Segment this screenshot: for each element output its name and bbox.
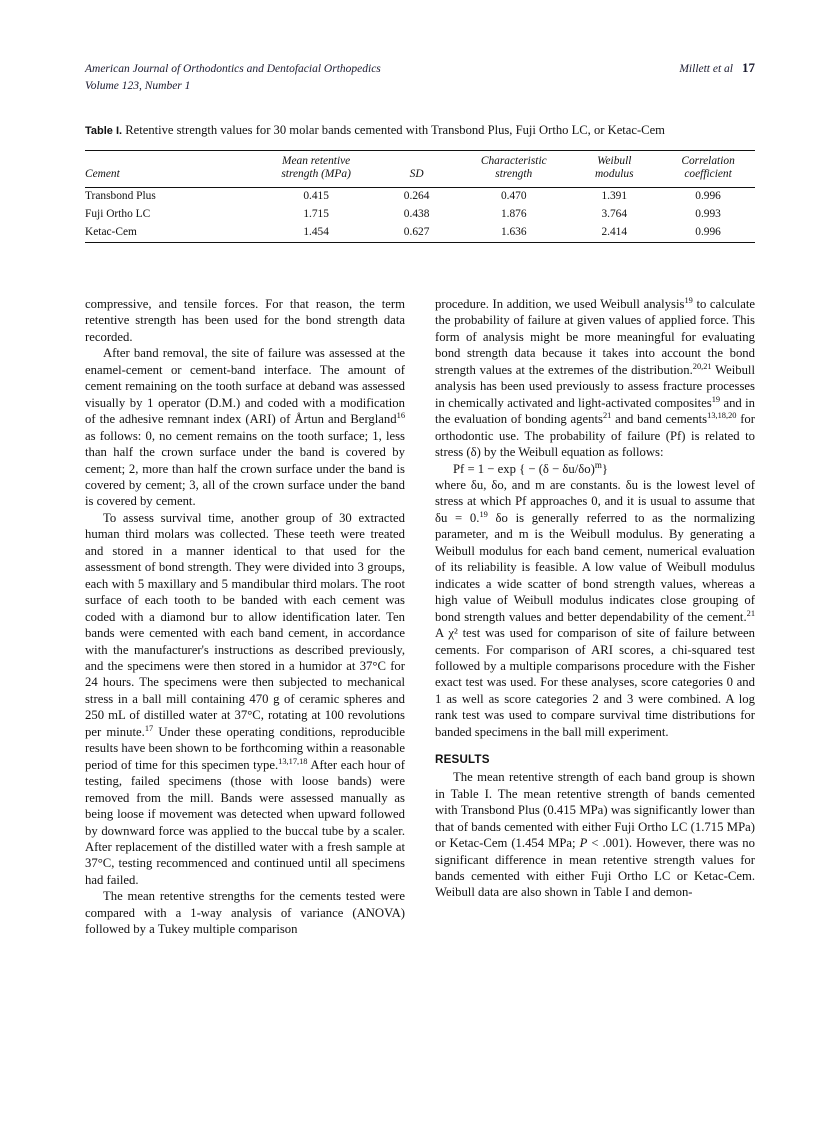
table-rule-bottom [85,242,755,243]
running-head-authors: Millett et al [679,63,733,75]
cell-sd: 0.438 [403,208,430,220]
table-header-row [85,151,755,188]
column-header-cement: Cement [85,151,259,188]
cell-correlation-coefficient: 0.993 [695,208,721,220]
cell-sd: 0.264 [403,190,430,202]
cell-mean-retentive-strength: 0.415 [303,190,329,202]
cell-weibull-modulus: 1.391 [601,190,628,202]
running-head-journal: American Journal of Orthodontics and Dentofacial Orthopedics [85,63,381,75]
cell-characteristic-strength: 0.470 [500,190,527,202]
paragraph: where δu, δo, and m are constants. δu is the lowest level of stress at which Pf approaches 0, and it is usual to assume that δu = 0.19 δo is generally referred to as the normalizing parameter, and m is the Weibull modulus. By generating a Weibull modulus for each band cement, numerical evaluation of its reliability is feasible. A low value of Weibull modulus indicates a wide scatter of bond strength values, whereas a high value of Weibull modulus indicates close grouping of bond strength values and better dependability of the cement.$^{21}$ A χ² test was used for comparison of site of failure between cements. For comparison of ARI scores, a chi-squared test followed by a multiple comparisons procedure with the Fisher exact test was used. For these analyses, score categories 0 and 1 as well as score categories 2 and 3 were combined. A log rank test was used to compare survival time distributions for banded specimens in the ball mill experiment. [435,477,755,739]
cell-weibull-modulus: 2.414 [601,226,628,238]
footnote-ref: 19 [479,509,488,519]
cell-correlation-coefficient: 0.996 [695,190,721,202]
paragraph: procedure. In addition, we used Weibull analysis$^{19}$ to calculate the probability of failure at given values of applied force. This form of analysis might be more meaningful for evaluating bond strength data because it takes into account the bond strength values at the extremes of the distribution.$^{20,21}$ Weibull analysis has been used previously to assess fracture processes in chemically activated and light-activated composites$^{19}$ and in the evaluation of bonding agents$^{21}$ and band cements$^{13,18,20}$ for orthodontic use. The probability of failure (Pf) is related to stress (δ) by the Weibull equation as follows: [435,295,755,460]
cell-cement: Ketac-Cem [85,226,137,238]
right-column [435,296,755,938]
table-caption-text: Retentive strength values for 30 molar bands cemented with Transbond Plus, Fuji Ortho LC, or Ketac-Cem [125,123,665,137]
footnote-ref: 21 [746,608,755,618]
column-header-correlation-coefficient: Correlation coefficient [661,151,755,188]
footnote-ref: 19 [684,295,693,305]
weibull-equation: Pf = 1 − exp { − $(\delta - \delta u/\delta o)^m$} [453,459,608,476]
table-block [85,122,755,243]
paragraph: The mean retentive strength of each band group is shown in Table I. The mean retentive strength of bands cemented with Transbond Plus (0.415 MPa) was significantly lower than that of bands cemented with either Fuji Ortho LC (1.715 MPa) or Ketac-Cem (1.454 MPa; P < .001). However, there was no significant difference in mean retentive strength values for bands cemented with either Fuji Ortho LC or Ketac-Cem. Weibull data are also shown in Table I and demon- [435,770,755,900]
column-header-sd: SD [373,151,460,188]
left-column [85,296,405,938]
paragraph: To assess survival time, another group of 30 extracted human third molars was collected. These teeth were treated and stored in a manner identical to that used for the assessment of bond strength. They were divided into 3 groups, each with 5 maxillary and 5 mandibular third molars. The root surface of each tooth to be banded with each cement was coded with a diamond bur to allow identification later. Ten bands were cemented with each band cement, in accordance with the manufacturer's instructions as described previously, and the specimens were then stored in a humidor at 37°C for 24 hours. The specimens were then subjected to mechanical stress in a ball mill containing 470 g of ceramic spheres and 250 mL of distilled water at 37°C, rotating at 100 revolutions per minute.$^{17}$ Under these operating conditions, reproducible results have been shown to be forthcoming within a reasonable period of time for this specimen type.$^{13,17,18}$ After each hour of testing, failed specimens (those with loose bands) were removed from the mill. Bands were assessed manually as being loose if movement was detected when upward followed by downward force was applied to the buccal tube by a scaler. After replacement of the distilled water with a fresh sample at 37°C, testing recommenced and continued until all specimens had failed. [85,510,405,887]
equation-exponent: m [594,459,602,470]
cell-cement: Transbond Plus [85,190,156,202]
footnote-ref: 21 [602,410,612,420]
running-head [85,60,755,94]
column-header-characteristic-strength: Characteristic strength [460,151,567,188]
cell-sd: 0.627 [403,226,430,238]
p-value-symbol: P [579,836,588,851]
paragraph: After band removal, the site of failure was assessed at the enamel-cement or cement-band interface. The amount of cement remaining on the tooth surface at deband was assessed visually by 1 operator (D.M.) and coded with a modification of the adhesive remnant index (ARI) of Årtun and Bergland$^{16}$ as follows: 0, no cement remains on the tooth surface; 1, less than half the crown surface under the band is covered by cement; 2, more than half the crown surface under the band is covered by cement; 3, all of the crown surface under the band is covered by cement. [85,346,405,509]
paragraph: The mean retentive strengths for the cements tested were compared with a 1-way analysis of variance (ANOVA) followed by a Tukey multiple comparison [85,889,405,937]
footnote-ref: 19 [711,394,721,404]
footnote-ref: 13,18,20 [707,410,737,420]
cell-characteristic-strength: 1.876 [500,208,527,220]
page-number: 17 [742,60,755,75]
retentive-strength-table [85,151,755,242]
cell-correlation-coefficient: 0.996 [695,226,721,238]
column-header-weibull-modulus: Weibull modulus [567,151,661,188]
table-caption [85,122,755,141]
cell-weibull-modulus: 3.764 [601,208,628,220]
cell-cement: Fuji Ortho LC [85,208,151,220]
footnote-ref: 16 [396,410,405,420]
cell-mean-retentive-strength: 1.454 [303,226,329,238]
footnote-ref: 13,17,18 [278,756,308,766]
footnote-ref: 17 [144,723,154,733]
section-heading-results: RESULTS [435,753,490,767]
table-row [85,224,755,242]
cell-mean-retentive-strength: 1.715 [303,208,329,220]
column-header-mean-retentive-strength: Mean retentive strength (MPa) [259,151,373,188]
table-row [85,206,755,224]
table-label: Table I. [85,125,123,137]
cell-characteristic-strength: 1.636 [500,226,527,238]
paragraph: compressive, and tensile forces. For that reason, the term retentive strength has been used for the bond strength data recorded. [85,297,405,344]
table-row [85,187,755,206]
article-body [85,296,755,938]
footnote-ref: 20,21 [692,361,712,371]
running-head-volume: Volume 123, Number 1 [85,80,191,92]
